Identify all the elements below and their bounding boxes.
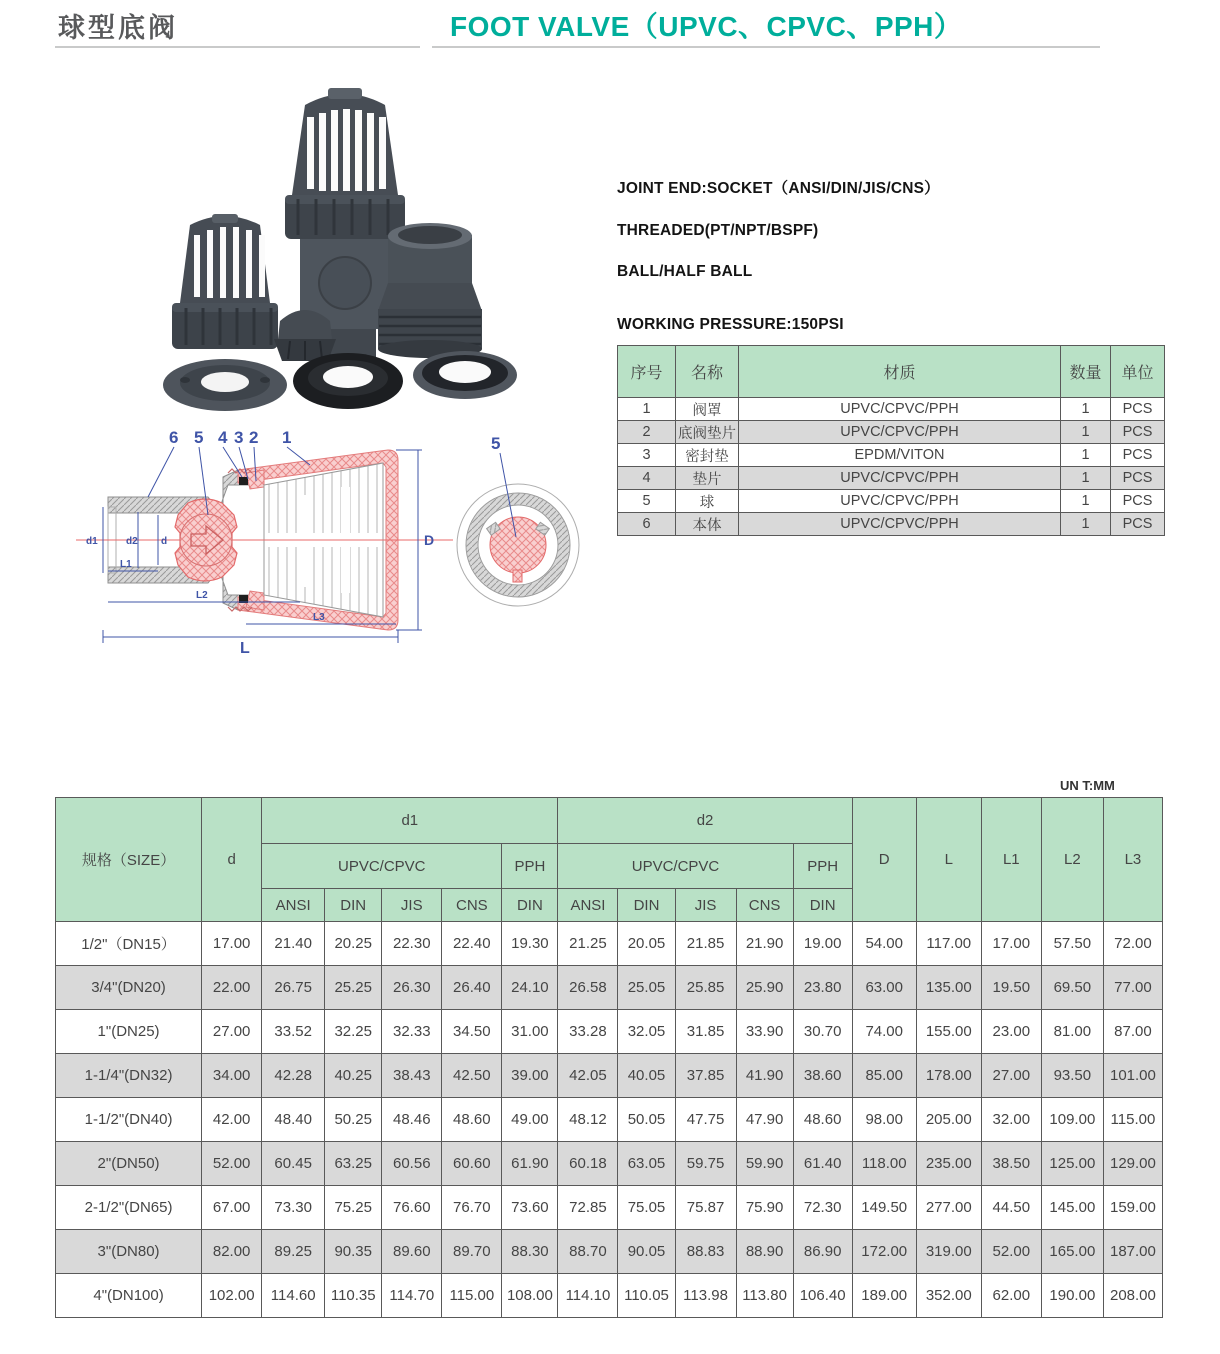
value-cell: 42.50 [442, 1054, 502, 1098]
dim-d2: d2 [126, 536, 138, 547]
group-d2-pph: PPH [793, 844, 852, 889]
value-cell: 113.80 [736, 1274, 793, 1318]
col-L2: L2 [1041, 798, 1103, 922]
value-cell: 50.25 [325, 1098, 382, 1142]
ball-section [175, 499, 237, 581]
value-cell: 135.00 [916, 966, 981, 1010]
col-D: D [852, 798, 916, 922]
value-cell: 20.25 [325, 922, 382, 966]
dim-row [56, 1142, 1163, 1186]
value-cell: 27.00 [981, 1054, 1041, 1098]
value-cell: 32.25 [325, 1010, 382, 1054]
dim-row [56, 922, 1163, 966]
part-qty: 1 [1061, 398, 1111, 421]
spec-working-pressure: WORKING PRESSURE:150PSI [617, 316, 844, 333]
value-cell: 23.00 [981, 1010, 1041, 1054]
part-unit: PCS [1111, 398, 1165, 421]
value-cell: 61.40 [793, 1142, 852, 1186]
value-cell: 89.60 [382, 1230, 442, 1274]
value-cell: 52.00 [981, 1230, 1041, 1274]
value-cell: 47.90 [736, 1098, 793, 1142]
parts-col-unit: 单位 [1111, 346, 1165, 398]
value-cell: 42.28 [262, 1054, 325, 1098]
part-unit: PCS [1111, 421, 1165, 444]
value-cell: 110.35 [325, 1274, 382, 1318]
value-cell: 54.00 [852, 922, 916, 966]
value-cell: 21.40 [262, 922, 325, 966]
part-name: 本体 [676, 513, 739, 536]
value-cell: 24.10 [502, 966, 558, 1010]
value-cell: 63.25 [325, 1142, 382, 1186]
value-cell: 20.05 [618, 922, 675, 966]
value-cell: 73.30 [262, 1186, 325, 1230]
value-cell: 73.60 [502, 1186, 558, 1230]
value-cell: 19.00 [793, 922, 852, 966]
value-cell: 90.05 [618, 1230, 675, 1274]
value-cell: 88.90 [736, 1230, 793, 1274]
value-cell: 72.00 [1103, 922, 1162, 966]
part-material: EPDM/VITON [739, 444, 1061, 467]
value-cell: 26.40 [442, 966, 502, 1010]
title-underline-right [432, 46, 1100, 48]
size-cell: 1"(DN25) [56, 1010, 202, 1054]
value-cell: 86.90 [793, 1230, 852, 1274]
parts-col-name: 名称 [676, 346, 739, 398]
part-no: 6 [618, 513, 676, 536]
part-no: 3 [618, 444, 676, 467]
dim-L3: L3 [313, 612, 325, 623]
value-cell: 40.25 [325, 1054, 382, 1098]
col-d1-cns: CNS [442, 889, 502, 922]
value-cell: 21.25 [558, 922, 618, 966]
size-cell: 3"(DN80) [56, 1230, 202, 1274]
parts-row [618, 421, 1165, 444]
parts-col-material: 材质 [739, 346, 1061, 398]
spec-joint-end: JOINT END:SOCKET（ANSI/DIN/JIS/CNS） [617, 180, 940, 197]
size-cell: 1-1/4"(DN32) [56, 1054, 202, 1098]
value-cell: 17.00 [202, 922, 262, 966]
dimensions-table [55, 797, 1163, 1318]
value-cell: 52.00 [202, 1142, 262, 1186]
value-cell: 57.50 [1041, 922, 1103, 966]
value-cell: 205.00 [916, 1098, 981, 1142]
value-cell: 26.75 [262, 966, 325, 1010]
value-cell: 98.00 [852, 1098, 916, 1142]
value-cell: 60.56 [382, 1142, 442, 1186]
part-qty: 1 [1061, 444, 1111, 467]
value-cell: 178.00 [916, 1054, 981, 1098]
value-cell: 88.70 [558, 1230, 618, 1274]
spec-threaded: THREADED(PT/NPT/BSPF) [617, 222, 819, 239]
section-callout-5: 5 [491, 434, 501, 453]
dim-row [56, 1010, 1163, 1054]
value-cell: 34.00 [202, 1054, 262, 1098]
value-cell: 25.05 [618, 966, 675, 1010]
dim-header-row-1 [56, 798, 1163, 844]
value-cell: 88.83 [675, 1230, 736, 1274]
foot-valve-small-illustration [163, 214, 287, 411]
part-material: UPVC/CPVC/PPH [739, 513, 1061, 536]
value-cell: 22.40 [442, 922, 502, 966]
value-cell: 48.60 [442, 1098, 502, 1142]
value-cell: 48.12 [558, 1098, 618, 1142]
parts-row [618, 467, 1165, 490]
col-d2-din: DIN [618, 889, 675, 922]
value-cell: 48.60 [793, 1098, 852, 1142]
value-cell: 165.00 [1041, 1230, 1103, 1274]
part-name: 垫片 [676, 467, 739, 490]
parts-table [617, 345, 1165, 536]
group-d1-pph: PPH [502, 844, 558, 889]
value-cell: 33.52 [262, 1010, 325, 1054]
dim-d1: d1 [86, 536, 98, 547]
value-cell: 155.00 [916, 1010, 981, 1054]
part-name: 底阀垫片 [676, 421, 739, 444]
value-cell: 32.33 [382, 1010, 442, 1054]
part-qty: 1 [1061, 490, 1111, 513]
value-cell: 114.60 [262, 1274, 325, 1318]
value-cell: 87.00 [1103, 1010, 1162, 1054]
value-cell: 352.00 [916, 1274, 981, 1318]
value-cell: 44.50 [981, 1186, 1041, 1230]
col-d2-ansi: ANSI [558, 889, 618, 922]
value-cell: 129.00 [1103, 1142, 1162, 1186]
dim-row [56, 966, 1163, 1010]
value-cell: 114.10 [558, 1274, 618, 1318]
value-cell: 39.00 [502, 1054, 558, 1098]
parts-col-no: 序号 [618, 346, 676, 398]
dim-row [56, 1098, 1163, 1142]
dim-L1: L1 [120, 559, 132, 570]
value-cell: 26.58 [558, 966, 618, 1010]
value-cell: 19.50 [981, 966, 1041, 1010]
part-material: UPVC/CPVC/PPH [739, 398, 1061, 421]
value-cell: 62.00 [981, 1274, 1041, 1318]
col-L1: L1 [981, 798, 1041, 922]
part-unit: PCS [1111, 513, 1165, 536]
callout-6: 6 [169, 428, 179, 447]
dim-row [56, 1054, 1163, 1098]
value-cell: 48.46 [382, 1098, 442, 1142]
value-cell: 114.70 [382, 1274, 442, 1318]
part-material: UPVC/CPVC/PPH [739, 467, 1061, 490]
value-cell: 106.40 [793, 1274, 852, 1318]
value-cell: 75.90 [736, 1186, 793, 1230]
value-cell: 31.00 [502, 1010, 558, 1054]
value-cell: 109.00 [1041, 1098, 1103, 1142]
value-cell: 42.00 [202, 1098, 262, 1142]
value-cell: 208.00 [1103, 1274, 1162, 1318]
col-d: d [202, 798, 262, 922]
value-cell: 21.90 [736, 922, 793, 966]
col-size: 规格（SIZE） [56, 798, 202, 922]
group-d2: d2 [558, 798, 852, 844]
value-cell: 81.00 [1041, 1010, 1103, 1054]
value-cell: 277.00 [916, 1186, 981, 1230]
part-qty: 1 [1061, 421, 1111, 444]
value-cell: 172.00 [852, 1230, 916, 1274]
value-cell: 75.87 [675, 1186, 736, 1230]
value-cell: 40.05 [618, 1054, 675, 1098]
value-cell: 145.00 [1041, 1186, 1103, 1230]
value-cell: 93.50 [1041, 1054, 1103, 1098]
parts-header-row [618, 346, 1165, 398]
value-cell: 101.00 [1103, 1054, 1162, 1098]
value-cell: 125.00 [1041, 1142, 1103, 1186]
spec-ball: BALL/HALF BALL [617, 263, 753, 280]
value-cell: 74.00 [852, 1010, 916, 1054]
value-cell: 41.90 [736, 1054, 793, 1098]
callout-3: 3 [234, 428, 244, 447]
dim-L: L [240, 640, 250, 657]
value-cell: 42.05 [558, 1054, 618, 1098]
value-cell: 25.90 [736, 966, 793, 1010]
value-cell: 113.98 [675, 1274, 736, 1318]
dim-row [56, 1274, 1163, 1318]
value-cell: 77.00 [1103, 966, 1162, 1010]
value-cell: 75.25 [325, 1186, 382, 1230]
size-cell: 1/2"（DN15） [56, 922, 202, 966]
value-cell: 90.35 [325, 1230, 382, 1274]
gasket-illustrations [293, 351, 517, 409]
value-cell: 60.60 [442, 1142, 502, 1186]
page-title-en: FOOT VALVE（UPVC、CPVC、PPH） [450, 11, 963, 42]
value-cell: 37.85 [675, 1054, 736, 1098]
callout-1: 1 [282, 428, 292, 447]
value-cell: 108.00 [502, 1274, 558, 1318]
col-d1-jis: JIS [382, 889, 442, 922]
value-cell: 117.00 [916, 922, 981, 966]
group-d1: d1 [262, 798, 558, 844]
value-cell: 33.90 [736, 1010, 793, 1054]
size-cell: 2"(DN50) [56, 1142, 202, 1186]
value-cell: 69.50 [1041, 966, 1103, 1010]
group-d1-upvc-cpvc: UPVC/CPVC [262, 844, 502, 889]
size-cell: 2-1/2"(DN65) [56, 1186, 202, 1230]
part-name: 密封垫 [676, 444, 739, 467]
value-cell: 88.30 [502, 1230, 558, 1274]
unit-note: UN T:MM [1060, 778, 1115, 793]
col-d1-din: DIN [325, 889, 382, 922]
col-d2-jis: JIS [675, 889, 736, 922]
value-cell: 49.00 [502, 1098, 558, 1142]
size-cell: 1-1/2"(DN40) [56, 1098, 202, 1142]
value-cell: 60.45 [262, 1142, 325, 1186]
value-cell: 47.75 [675, 1098, 736, 1142]
value-cell: 63.00 [852, 966, 916, 1010]
value-cell: 115.00 [1103, 1098, 1162, 1142]
value-cell: 38.50 [981, 1142, 1041, 1186]
value-cell: 23.80 [793, 966, 852, 1010]
callout-5: 5 [194, 428, 204, 447]
value-cell: 72.30 [793, 1186, 852, 1230]
value-cell: 89.25 [262, 1230, 325, 1274]
value-cell: 59.75 [675, 1142, 736, 1186]
value-cell: 76.60 [382, 1186, 442, 1230]
value-cell: 30.70 [793, 1010, 852, 1054]
value-cell: 38.43 [382, 1054, 442, 1098]
value-cell: 189.00 [852, 1274, 916, 1318]
adapter-illustration [378, 223, 482, 358]
dim-row [56, 1230, 1163, 1274]
value-cell: 159.00 [1103, 1186, 1162, 1230]
col-d2-pph-din: DIN [793, 889, 852, 922]
value-cell: 25.25 [325, 966, 382, 1010]
part-qty: 1 [1061, 513, 1111, 536]
parts-row [618, 444, 1165, 467]
value-cell: 67.00 [202, 1186, 262, 1230]
part-name: 球 [676, 490, 739, 513]
value-cell: 235.00 [916, 1142, 981, 1186]
part-name: 阀罩 [676, 398, 739, 421]
parts-row [618, 490, 1165, 513]
technical-drawing [58, 415, 618, 665]
size-cell: 4"(DN100) [56, 1274, 202, 1318]
value-cell: 22.00 [202, 966, 262, 1010]
value-cell: 60.18 [558, 1142, 618, 1186]
dim-L2: L2 [196, 590, 208, 601]
value-cell: 102.00 [202, 1274, 262, 1318]
value-cell: 82.00 [202, 1230, 262, 1274]
value-cell: 31.85 [675, 1010, 736, 1054]
parts-col-qty: 数量 [1061, 346, 1111, 398]
part-unit: PCS [1111, 467, 1165, 490]
value-cell: 118.00 [852, 1142, 916, 1186]
part-material: UPVC/CPVC/PPH [739, 490, 1061, 513]
value-cell: 50.05 [618, 1098, 675, 1142]
col-L3: L3 [1103, 798, 1162, 922]
value-cell: 32.00 [981, 1098, 1041, 1142]
value-cell: 17.00 [981, 922, 1041, 966]
value-cell: 38.60 [793, 1054, 852, 1098]
size-cell: 3/4"(DN20) [56, 966, 202, 1010]
parts-row [618, 513, 1165, 536]
part-unit: PCS [1111, 490, 1165, 513]
value-cell: 89.70 [442, 1230, 502, 1274]
value-cell: 75.05 [618, 1186, 675, 1230]
dim-row [56, 1186, 1163, 1230]
page-title-zh: 球型底阀 [58, 13, 178, 43]
value-cell: 149.50 [852, 1186, 916, 1230]
callout-4: 4 [218, 428, 228, 447]
title-underline-left [55, 46, 420, 48]
value-cell: 72.85 [558, 1186, 618, 1230]
part-unit: PCS [1111, 444, 1165, 467]
col-d1-ansi: ANSI [262, 889, 325, 922]
value-cell: 48.40 [262, 1098, 325, 1142]
callout-2: 2 [249, 428, 259, 447]
part-no: 1 [618, 398, 676, 421]
value-cell: 190.00 [1041, 1274, 1103, 1318]
value-cell: 22.30 [382, 922, 442, 966]
value-cell: 85.00 [852, 1054, 916, 1098]
product-photo [60, 75, 560, 415]
value-cell: 21.85 [675, 922, 736, 966]
parts-row [618, 398, 1165, 421]
part-material: UPVC/CPVC/PPH [739, 421, 1061, 444]
value-cell: 32.05 [618, 1010, 675, 1054]
value-cell: 63.05 [618, 1142, 675, 1186]
value-cell: 76.70 [442, 1186, 502, 1230]
dim-D: D [424, 532, 435, 548]
part-no: 4 [618, 467, 676, 490]
value-cell: 319.00 [916, 1230, 981, 1274]
value-cell: 33.28 [558, 1010, 618, 1054]
value-cell: 59.90 [736, 1142, 793, 1186]
value-cell: 187.00 [1103, 1230, 1162, 1274]
group-d2-upvc-cpvc: UPVC/CPVC [558, 844, 793, 889]
value-cell: 115.00 [442, 1274, 502, 1318]
value-cell: 26.30 [382, 966, 442, 1010]
value-cell: 34.50 [442, 1010, 502, 1054]
value-cell: 110.05 [618, 1274, 675, 1318]
part-no: 2 [618, 421, 676, 444]
dim-d: d [161, 536, 168, 547]
col-L: L [916, 798, 981, 922]
part-qty: 1 [1061, 467, 1111, 490]
value-cell: 27.00 [202, 1010, 262, 1054]
part-no: 5 [618, 490, 676, 513]
end-view-section [457, 434, 579, 606]
value-cell: 25.85 [675, 966, 736, 1010]
col-d1-pph-din: DIN [502, 889, 558, 922]
col-d2-cns: CNS [736, 889, 793, 922]
value-cell: 19.30 [502, 922, 558, 966]
value-cell: 61.90 [502, 1142, 558, 1186]
